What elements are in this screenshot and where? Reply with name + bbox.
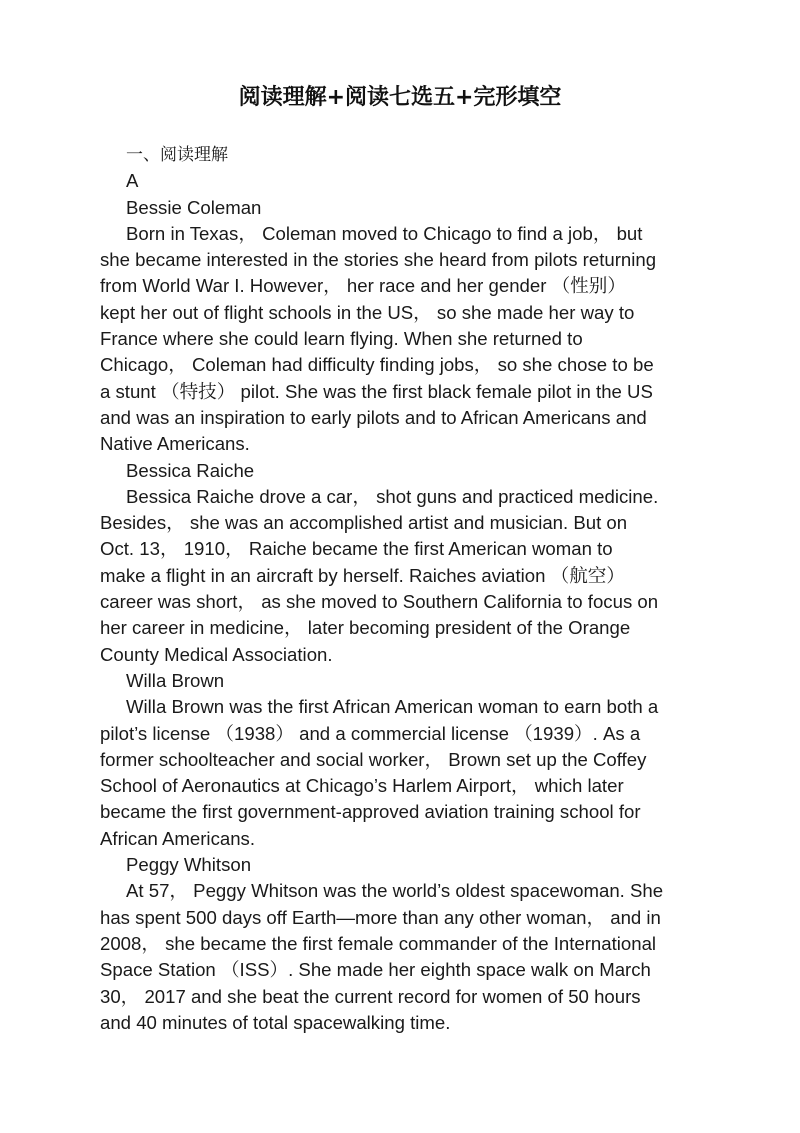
passage-line: a stunt （特技） pilot. She was the first black female pilot in the US (100, 380, 653, 402)
passage-line: County Medical Association. (100, 643, 333, 665)
passage-line: African Americans. (100, 827, 256, 849)
passage-line: from World War I. However， her race and her gender （性别） (100, 275, 626, 297)
passage-line: School of Aeronautics at Chicago’s Harlem Airport， which later (100, 775, 624, 797)
passage-line: has spent 500 days off Earth—more than any other woman， and in (100, 906, 661, 928)
document-title: 阅读理解+阅读七选五+完形填空 (238, 85, 562, 110)
passage-line: kept her out of flight schools in the US， so she made her way to (100, 301, 635, 323)
passage-line: and was an inspiration to early pilots and to African Americans and (100, 406, 647, 428)
passage-line: Oct. 13， 1910， Raiche became the first American woman to (100, 538, 613, 560)
passage-heading: Bessie Coleman (126, 196, 262, 218)
section-heading: 一、阅读理解 (126, 145, 228, 165)
passage-line: make a flight in an aircraft by herself. Raiches aviation （航空） (100, 564, 625, 586)
passage-line: At 57， Peggy Whitson was the world’s oldest spacewoman. She (126, 880, 664, 902)
document-body (100, 142, 710, 1036)
passage-heading: Bessica Raiche (126, 459, 255, 481)
passage-line: Space Station （ISS）. She made her eighth space walk on March (100, 959, 651, 981)
passage-line: Bessica Raiche drove a car， shot guns and practiced medicine. (126, 485, 659, 507)
passage-line: her career in medicine， later becoming president of the Orange (100, 617, 631, 639)
passage-line: became the first government-approved aviation training school for (100, 801, 641, 823)
passage-line: she became interested in the stories she heard from pilots returning (100, 249, 657, 271)
passage-line: and 40 minutes of total spacewalking time. (100, 1011, 451, 1033)
passage-line: pilot’s license （1938） and a commercial license （1939）. As a (100, 722, 641, 744)
passage-line: Willa Brown was the first African American woman to earn both a (126, 696, 659, 718)
passage-line: former schoolteacher and social worker， Brown set up the Coffey (100, 748, 647, 770)
passage-line: Native Americans. (100, 433, 250, 455)
passage-line: career was short， as she moved to Southern California to focus on (100, 591, 659, 613)
part-label: A (126, 170, 139, 192)
passage-line: 30， 2017 and she beat the current record for women of 50 hours (100, 985, 641, 1007)
passage-line: Besides， she was an accomplished artist and musician. But on (100, 512, 628, 534)
passage-heading: Willa Brown (126, 669, 225, 691)
passage-line: Born in Texas， Coleman moved to Chicago to find a job， but (126, 222, 643, 244)
passage-line: France where she could learn flying. When she returned to (100, 328, 583, 350)
passage-line: Chicago， Coleman had difficulty finding jobs， so she chose to be (100, 354, 654, 376)
passage-heading: Peggy Whitson (126, 854, 252, 876)
passage-line: 2008， she became the first female commander of the International (100, 932, 657, 954)
